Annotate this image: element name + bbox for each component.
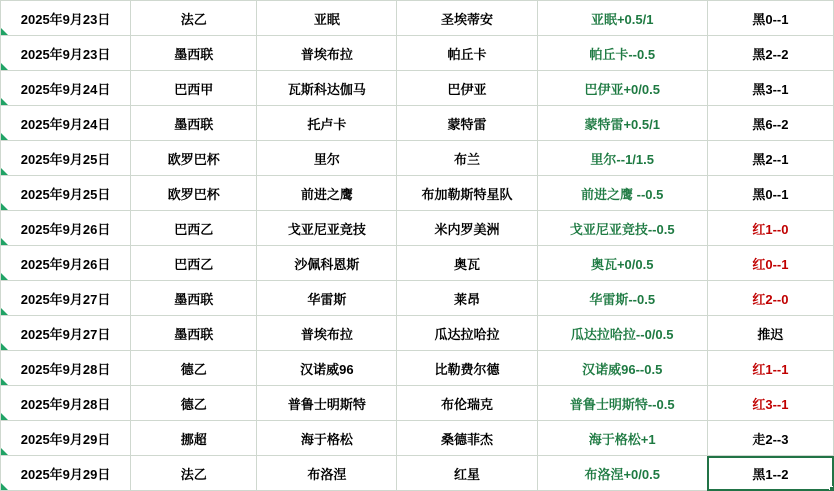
table-row[interactable]	[1, 456, 834, 491]
comment-marker-icon	[1, 343, 8, 350]
comment-marker-icon	[1, 98, 8, 105]
cell-league[interactable]: 墨西联	[131, 106, 257, 141]
cell-home-team[interactable]: 戈亚尼亚竞技	[257, 211, 397, 246]
cell-league[interactable]: 法乙	[131, 456, 257, 491]
cell-result[interactable]: 黑2--1	[707, 141, 833, 176]
comment-marker-icon	[1, 308, 8, 315]
cell-pick[interactable]: 前进之鹰 --0.5	[537, 176, 707, 211]
comment-marker-icon	[1, 413, 8, 420]
cell-date[interactable]: 2025年9月25日	[1, 176, 131, 211]
cell-date[interactable]: 2025年9月25日	[1, 141, 131, 176]
comment-marker-icon	[1, 273, 8, 280]
cell-league[interactable]: 挪超	[131, 421, 257, 456]
cell-away-team[interactable]: 莱昂	[397, 281, 537, 316]
cell-league[interactable]: 巴西乙	[131, 246, 257, 281]
comment-marker-icon	[1, 63, 8, 70]
comment-marker-icon	[1, 28, 8, 35]
cell-pick[interactable]: 瓜达拉哈拉--0/0.5	[537, 316, 707, 351]
cell-home-team[interactable]: 瓦斯科达伽马	[257, 71, 397, 106]
cell-league[interactable]: 墨西联	[131, 316, 257, 351]
cell-home-team[interactable]: 里尔	[257, 141, 397, 176]
cell-league[interactable]: 德乙	[131, 351, 257, 386]
cell-date[interactable]: 2025年9月24日	[1, 71, 131, 106]
cell-result[interactable]: 红1--0	[707, 211, 833, 246]
cell-pick[interactable]: 华雷斯--0.5	[537, 281, 707, 316]
cell-league[interactable]: 墨西联	[131, 281, 257, 316]
cell-result[interactable]: 黑6--2	[707, 106, 833, 141]
cell-home-team[interactable]: 沙佩科恩斯	[257, 246, 397, 281]
cell-away-team[interactable]: 桑德菲杰	[397, 421, 537, 456]
cell-result[interactable]: 黑3--1	[707, 71, 833, 106]
cell-away-team[interactable]: 瓜达拉哈拉	[397, 316, 537, 351]
cell-date[interactable]: 2025年9月23日	[1, 36, 131, 71]
cell-league[interactable]: 德乙	[131, 386, 257, 421]
cell-away-team[interactable]: 圣埃蒂安	[397, 1, 537, 36]
cell-date[interactable]: 2025年9月27日	[1, 316, 131, 351]
cell-date[interactable]: 2025年9月28日	[1, 386, 131, 421]
cell-league[interactable]: 巴西乙	[131, 211, 257, 246]
cell-result[interactable]: 推迟	[707, 316, 833, 351]
cell-home-team[interactable]: 布洛涅	[257, 456, 397, 491]
cell-home-team[interactable]: 普鲁士明斯特	[257, 386, 397, 421]
cell-league[interactable]: 欧罗巴杯	[131, 141, 257, 176]
cell-away-team[interactable]: 比勒费尔德	[397, 351, 537, 386]
comment-marker-icon	[1, 168, 8, 175]
table-row[interactable]	[1, 281, 834, 316]
comment-marker-icon	[1, 378, 8, 385]
cell-result[interactable]: 黑0--1	[707, 176, 833, 211]
cell-away-team[interactable]: 红星	[397, 456, 537, 491]
cell-result[interactable]: 黑0--1	[707, 1, 833, 36]
cell-date[interactable]: 2025年9月26日	[1, 211, 131, 246]
cell-result[interactable]: 黑1--2	[707, 456, 833, 491]
cell-away-team[interactable]: 帕丘卡	[397, 36, 537, 71]
comment-marker-icon	[1, 203, 8, 210]
cell-league[interactable]: 欧罗巴杯	[131, 176, 257, 211]
table-row[interactable]	[1, 176, 834, 211]
cell-date[interactable]: 2025年9月27日	[1, 281, 131, 316]
cell-date[interactable]: 2025年9月24日	[1, 106, 131, 141]
comment-marker-icon	[1, 133, 8, 140]
cell-pick[interactable]: 里尔--1/1.5	[537, 141, 707, 176]
comment-marker-icon	[1, 238, 8, 245]
table-body	[1, 1, 834, 491]
cell-away-team[interactable]: 奥瓦	[397, 246, 537, 281]
cell-away-team[interactable]: 布伦瑞克	[397, 386, 537, 421]
cell-home-team[interactable]: 华雷斯	[257, 281, 397, 316]
table-row[interactable]	[1, 386, 834, 421]
comment-marker-icon	[1, 448, 8, 455]
cell-pick[interactable]: 戈亚尼亚竞技--0.5	[537, 211, 707, 246]
cell-home-team[interactable]: 普埃布拉	[257, 36, 397, 71]
table-row[interactable]	[1, 421, 834, 456]
cell-away-team[interactable]: 蒙特雷	[397, 106, 537, 141]
comment-marker-icon	[1, 483, 8, 490]
cell-result[interactable]: 走2--3	[707, 421, 833, 456]
cell-away-team[interactable]: 巴伊亚	[397, 71, 537, 106]
cell-pick[interactable]: 布洛涅+0/0.5	[537, 456, 707, 491]
cell-date[interactable]: 2025年9月26日	[1, 246, 131, 281]
table-row[interactable]	[1, 211, 834, 246]
table-row[interactable]	[1, 316, 834, 351]
cell-league[interactable]: 墨西联	[131, 36, 257, 71]
cell-pick[interactable]: 奥瓦+0/0.5	[537, 246, 707, 281]
cell-home-team[interactable]: 普埃布拉	[257, 316, 397, 351]
cell-home-team[interactable]: 托卢卡	[257, 106, 397, 141]
table-row[interactable]	[1, 1, 834, 36]
cell-pick[interactable]: 普鲁士明斯特--0.5	[537, 386, 707, 421]
cell-away-team[interactable]: 布兰	[397, 141, 537, 176]
table-row[interactable]	[1, 71, 834, 106]
cell-home-team[interactable]: 亚眠	[257, 1, 397, 36]
cell-result[interactable]: 黑2--2	[707, 36, 833, 71]
cell-result[interactable]: 红0--1	[707, 246, 833, 281]
cell-pick[interactable]: 汉诺威96--0.5	[537, 351, 707, 386]
cell-pick[interactable]: 蒙特雷+0.5/1	[537, 106, 707, 141]
cell-result[interactable]: 红3--1	[707, 386, 833, 421]
cell-pick[interactable]: 海于格松+1	[537, 421, 707, 456]
table-row[interactable]	[1, 36, 834, 71]
cell-league[interactable]: 法乙	[131, 1, 257, 36]
cell-home-team[interactable]: 前进之鹰	[257, 176, 397, 211]
table-row[interactable]	[1, 246, 834, 281]
cell-league[interactable]: 巴西甲	[131, 71, 257, 106]
cell-pick[interactable]: 巴伊亚+0/0.5	[537, 71, 707, 106]
cell-result[interactable]: 红2--0	[707, 281, 833, 316]
cell-date[interactable]: 2025年9月23日	[1, 1, 131, 36]
cell-date[interactable]: 2025年9月29日	[1, 456, 131, 491]
cell-pick[interactable]: 帕丘卡--0.5	[537, 36, 707, 71]
table-row[interactable]	[1, 106, 834, 141]
cell-home-team[interactable]: 汉诺威96	[257, 351, 397, 386]
cell-date[interactable]: 2025年9月29日	[1, 421, 131, 456]
table-row[interactable]	[1, 141, 834, 176]
cell-date[interactable]: 2025年9月28日	[1, 351, 131, 386]
cell-result[interactable]: 红1--1	[707, 351, 833, 386]
cell-home-team[interactable]: 海于格松	[257, 421, 397, 456]
table-row[interactable]	[1, 351, 834, 386]
cell-away-team[interactable]: 米内罗美洲	[397, 211, 537, 246]
cell-away-team[interactable]: 布加勒斯特星队	[397, 176, 537, 211]
cell-pick[interactable]: 亚眠+0.5/1	[537, 1, 707, 36]
